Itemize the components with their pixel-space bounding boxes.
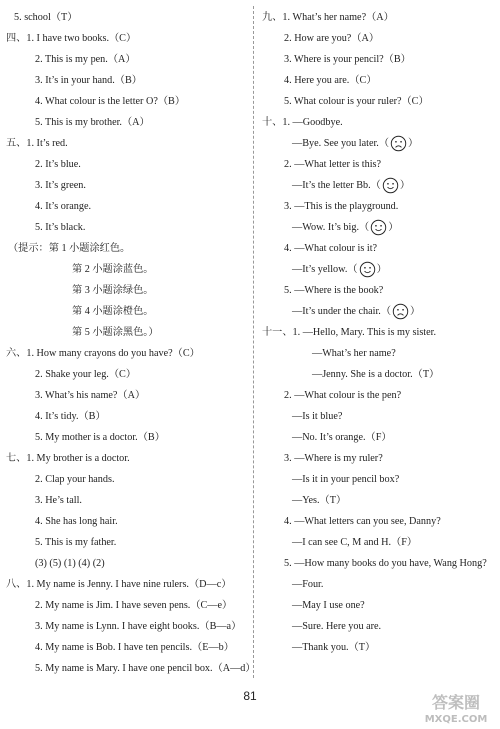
close-paren: ） <box>410 306 421 317</box>
happy-face-icon <box>370 219 387 236</box>
answer-line: 4. What colour is the letter O?（B） <box>35 96 186 107</box>
section-8-heading: 八、1. My name is Jenny. I have nine rulers.（D—c） <box>6 579 232 590</box>
column-divider <box>253 6 254 678</box>
answer-line-with-face <box>292 302 420 322</box>
hint-line: 第 5 小题涂黑色。） <box>72 327 159 338</box>
answer-line: 3. What’s his name?（A） <box>35 390 146 401</box>
answer-line: —Is it in your pencil box? <box>292 474 400 485</box>
answer-line: 2. Shake your leg.（C） <box>35 369 137 380</box>
answer-line: 5. —How many books do you have, Wang Hong? <box>284 558 487 569</box>
answer-text: —Bye. See you later.（ <box>292 138 390 149</box>
answer-line-with-face <box>292 176 410 196</box>
watermark-url: MXQE.COM <box>424 714 488 725</box>
answer-line: 3. It’s green. <box>35 180 86 191</box>
answer-line: 5. My mother is a doctor.（B） <box>35 432 165 443</box>
happy-face-icon <box>382 177 399 194</box>
close-paren: ） <box>388 222 399 233</box>
answer-line: —Thank you.（T） <box>292 642 376 653</box>
section-4-heading: 四、1. I have two books.（C） <box>6 33 137 44</box>
answer-line-with-face <box>292 260 387 280</box>
answer-line: —Jenny. She is a doctor.（T） <box>312 369 440 380</box>
answer-line: 4. Here you are.（C） <box>284 75 377 86</box>
answer-line: 3. He’s tall. <box>35 495 82 506</box>
answer-line-with-face <box>292 218 398 238</box>
answer-line: 5. What colour is your ruler?（C） <box>284 96 429 107</box>
answer-line: 3. Where is your pencil?（B） <box>284 54 411 65</box>
answer-line: —No. It’s orange.（F） <box>292 432 392 443</box>
hint-line: 第 3 小题涂绿色。 <box>72 285 154 296</box>
answer-line: 4. She has long hair. <box>35 516 118 527</box>
close-paren: ） <box>376 264 387 275</box>
happy-face-icon <box>359 261 376 278</box>
answer-line: —Four. <box>292 579 324 590</box>
section-11-heading: 十一、1. —Hello, Mary. This is my sister. <box>262 327 437 338</box>
answer-line: 4. My name is Bob. I have ten pencils.（E—b） <box>35 642 234 653</box>
answer-text: —Wow. It’s big.（ <box>292 222 370 233</box>
answer-line: 2. My name is Jim. I have seven pens.（C—e） <box>35 600 233 611</box>
section-7-heading: 七、1. My brother is a doctor. <box>6 453 130 464</box>
answer-line: 3. —Where is my ruler? <box>284 453 383 464</box>
watermark-logo <box>416 689 496 727</box>
answer-line: 5. —Where is the book? <box>284 285 384 296</box>
answer-line: —Sure. Here you are. <box>292 621 382 632</box>
answer-line: 5. My name is Mary. I have one pencil box.（A—d） <box>35 663 256 674</box>
answer-text: —It’s yellow.（ <box>292 264 358 275</box>
answer-line: 4. It’s orange. <box>35 201 92 212</box>
answer-line: —May I use one? <box>292 600 365 611</box>
answer-line: 5. It’s black. <box>35 222 86 233</box>
answer-line: 4. —What letters can you see, Danny? <box>284 516 441 527</box>
order-line: (3) (5) (1) (4) (2) <box>35 558 105 569</box>
answer-line: 3. —This is the playground. <box>284 201 399 212</box>
close-paren: ） <box>399 180 411 191</box>
close-paren: ） <box>408 138 419 149</box>
section-6-heading: 六、1. How many crayons do you have?（C） <box>6 348 200 359</box>
answer-line: —What’s her name? <box>312 348 396 359</box>
answer-line: 5. This is my brother.（A） <box>35 117 150 128</box>
sad-face-icon <box>392 303 409 320</box>
hint-line: 第 4 小题涂橙色。 <box>72 306 154 317</box>
answer-text: —It’s the letter Bb.（ <box>292 180 381 191</box>
section-9-heading: 九、1. What’s her name?（A） <box>262 12 394 23</box>
answer-line: 2. How are you?（A） <box>284 33 380 44</box>
hint-line: （提示：第 1 小题涂红色。 <box>8 243 131 254</box>
page-number: 81 <box>243 689 257 703</box>
answer-line: 4. —What colour is it? <box>284 243 378 254</box>
answer-line: —Is it blue? <box>292 411 343 422</box>
answer-line: 2. Clap your hands. <box>35 474 115 485</box>
answer-line: 5. This is my father. <box>35 537 117 548</box>
sad-face-icon <box>390 135 407 152</box>
answer-line: 2. This is my pen.（A） <box>35 54 136 65</box>
answer-line: 5. school（T） <box>14 12 78 23</box>
answer-line: 2. —What letter is this? <box>284 159 382 170</box>
hint-line: 第 2 小题涂蓝色。 <box>72 264 154 275</box>
section-10-heading: 十、1. —Goodbye. <box>262 117 343 128</box>
answer-line: 3. My name is Lynn. I have eight books.（B—a） <box>35 621 242 632</box>
answer-line: 3. It’s in your hand.（B） <box>35 75 142 86</box>
answer-line: —Yes.（T） <box>292 495 347 506</box>
answer-line-with-face <box>292 134 418 154</box>
answer-line: —I can see C, M and H.（F） <box>292 537 418 548</box>
answer-line: 2. —What colour is the pen? <box>284 390 402 401</box>
watermark-text: 答案圈 <box>431 693 481 712</box>
section-5-heading: 五、1. It’s red. <box>6 138 68 149</box>
answer-line: 4. It’s tidy.（B） <box>35 411 106 422</box>
answer-text: —It’s under the chair.（ <box>292 306 392 317</box>
answer-line: 2. It’s blue. <box>35 159 81 170</box>
